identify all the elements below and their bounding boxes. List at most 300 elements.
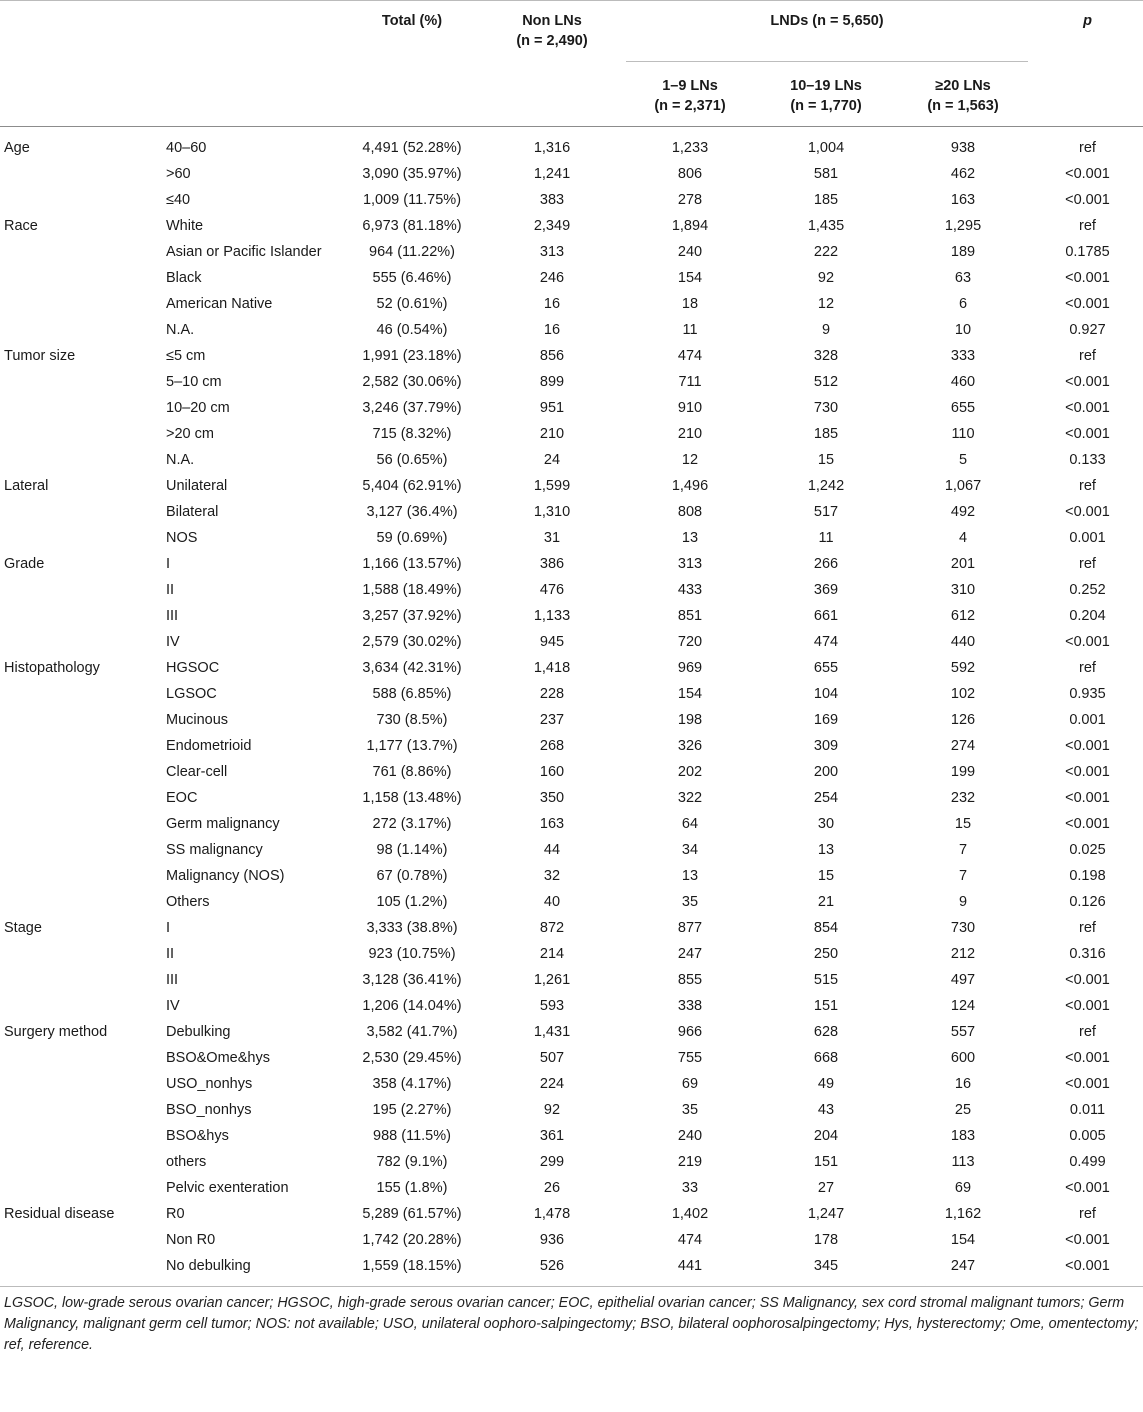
cell-variable xyxy=(0,967,162,993)
cell-lns-1-9: 1,402 xyxy=(671,1206,709,1222)
header-lns-10-19-label: 10–19 LNs xyxy=(790,78,862,94)
cell-lns-1-9: 1,233 xyxy=(671,140,709,156)
cell-non-lns: 44 xyxy=(543,842,561,858)
cell-category: I xyxy=(166,920,171,936)
cell-total: 195 (2.27%) xyxy=(372,1102,452,1118)
cell-category: 5–10 cm xyxy=(166,374,222,390)
cell-total: 761 (8.86%) xyxy=(372,764,452,780)
cell-total: 52 (0.61%) xyxy=(376,296,448,312)
cell-lns-1-9: 877 xyxy=(677,920,703,936)
cell-total: 2,530 (29.45%) xyxy=(362,1050,462,1066)
cell-p: 0.198 xyxy=(1069,868,1106,884)
cell-lns-20-plus: 4 xyxy=(958,530,968,546)
cell-p: <0.001 xyxy=(1065,296,1110,312)
cell-category: R0 xyxy=(166,1206,185,1222)
cell-total: 46 (0.54%) xyxy=(376,322,448,338)
table-row xyxy=(0,577,1143,603)
cell-non-lns: 40 xyxy=(543,894,561,910)
cell-lns-1-9: 33 xyxy=(681,1180,699,1196)
cell-non-lns: 361 xyxy=(539,1128,565,1144)
table-row xyxy=(0,681,1143,707)
cell-category: ≤5 cm xyxy=(166,348,206,364)
cell-lns-10-19: 151 xyxy=(813,1154,839,1170)
cell-lns-20-plus: 126 xyxy=(950,712,976,728)
cell-non-lns: 476 xyxy=(539,582,565,598)
cell-variable xyxy=(0,525,162,551)
cell-variable xyxy=(0,889,162,915)
cell-lns-10-19: 49 xyxy=(817,1076,835,1092)
cell-variable xyxy=(0,993,162,1019)
cell-category: LGSOC xyxy=(166,686,217,702)
cell-p: <0.001 xyxy=(1065,1076,1110,1092)
cell-total: 2,579 (30.02%) xyxy=(362,634,462,650)
header-non-lns-n: (n = 2,490) xyxy=(516,33,588,49)
cell-p: <0.001 xyxy=(1065,374,1110,390)
header-total: Total (%) xyxy=(381,13,443,29)
cell-total: 5,289 (61.57%) xyxy=(362,1206,462,1222)
cell-lns-10-19: 266 xyxy=(813,556,839,572)
cell-lns-10-19: 21 xyxy=(817,894,835,910)
cell-category: Unilateral xyxy=(166,478,228,494)
cell-non-lns: 1,418 xyxy=(533,660,571,676)
cell-category: Asian or Pacific Islander xyxy=(166,244,322,260)
cell-lns-20-plus: 612 xyxy=(950,608,976,624)
cell-lns-10-19: 1,247 xyxy=(807,1206,845,1222)
cell-lns-20-plus: 1,295 xyxy=(944,218,982,234)
cell-lns-20-plus: 5 xyxy=(958,452,968,468)
cell-lns-1-9: 851 xyxy=(677,608,703,624)
cell-lns-1-9: 433 xyxy=(677,582,703,598)
cell-non-lns: 507 xyxy=(539,1050,565,1066)
cell-lns-1-9: 720 xyxy=(677,634,703,650)
cell-variable xyxy=(0,1253,162,1287)
cell-p: <0.001 xyxy=(1065,816,1110,832)
cell-category: No debulking xyxy=(162,1253,342,1287)
table-row xyxy=(0,1045,1143,1071)
cell-p: 0.927 xyxy=(1069,322,1106,338)
cell-non-lns: 383 xyxy=(539,192,565,208)
cell-variable xyxy=(0,1097,162,1123)
cell-total: 715 (8.32%) xyxy=(372,426,452,442)
cell-category: SS malignancy xyxy=(166,842,263,858)
cell-non-lns: 246 xyxy=(539,270,565,286)
cell-non-lns: 899 xyxy=(539,374,565,390)
cell-non-lns: 237 xyxy=(539,712,565,728)
table-row xyxy=(0,1097,1143,1123)
header-lns-20-plus-label: ≥20 LNs xyxy=(935,78,991,94)
cell-total: 67 (0.78%) xyxy=(376,868,448,884)
table-row xyxy=(0,499,1143,525)
cell-category: III xyxy=(166,608,179,624)
cell-p: <0.001 xyxy=(1065,998,1110,1014)
cell-variable: Tumor size xyxy=(4,348,76,364)
cell-lns-1-9: 210 xyxy=(677,426,703,442)
cell-lns-1-9: 806 xyxy=(677,166,703,182)
cell-lns-10-19: 515 xyxy=(813,972,839,988)
cell-variable xyxy=(0,1123,162,1149)
cell-p: <0.001 xyxy=(1065,426,1110,442)
cell-total: 1,991 (23.18%) xyxy=(362,348,462,364)
cell-p: 0.011 xyxy=(1069,1102,1106,1118)
table-row xyxy=(0,187,1143,213)
cell-variable xyxy=(0,941,162,967)
cell-lns-10-19: 30 xyxy=(817,816,835,832)
cell-lns-1-9: 474 xyxy=(677,1232,703,1248)
cell-variable xyxy=(0,317,162,343)
cell-lns-20-plus: 15 xyxy=(954,816,972,832)
cell-category: American Native xyxy=(166,296,273,312)
cell-lns-10-19: 1,242 xyxy=(807,478,845,494)
table-row xyxy=(0,1201,1143,1227)
table-row xyxy=(0,863,1143,889)
cell-p: <0.001 xyxy=(1065,972,1110,988)
cell-lns-1-9: 711 xyxy=(678,374,702,390)
cell-category: BSO&Ome&hys xyxy=(166,1050,270,1066)
cell-lns-10-19: 151 xyxy=(813,998,839,1014)
cell-variable xyxy=(0,1071,162,1097)
cell-category: USO_nonhys xyxy=(166,1076,253,1092)
cell-category: ≤40 xyxy=(166,192,191,208)
table-row xyxy=(0,1123,1143,1149)
cell-variable xyxy=(0,1149,162,1175)
cell-p: <0.001 xyxy=(1065,738,1110,754)
cell-p: ref xyxy=(1079,660,1096,676)
cell-lns-10-19: 27 xyxy=(817,1180,835,1196)
cell-total: 1,559 (18.15%) xyxy=(342,1253,482,1287)
cell-non-lns: 160 xyxy=(539,764,565,780)
cell-p: ref xyxy=(1079,1024,1096,1040)
cell-non-lns: 16 xyxy=(543,296,561,312)
cell-p: 0.126 xyxy=(1069,894,1106,910)
cell-lns-20-plus: 183 xyxy=(950,1128,976,1144)
cell-total: 555 (6.46%) xyxy=(372,270,452,286)
cell-total: 1,742 (20.28%) xyxy=(362,1232,462,1248)
table-body xyxy=(0,127,1143,1287)
cell-total: 782 (9.1%) xyxy=(376,1154,448,1170)
cell-variable xyxy=(0,395,162,421)
cell-lns-10-19: 512 xyxy=(813,374,839,390)
table-row xyxy=(0,655,1143,681)
cell-non-lns: 210 xyxy=(539,426,565,442)
cell-category: Germ malignancy xyxy=(166,816,280,832)
cell-variable xyxy=(0,499,162,525)
cell-lns-10-19: 11 xyxy=(818,530,834,546)
cell-p: ref xyxy=(1079,478,1096,494)
cell-lns-1-9: 755 xyxy=(677,1050,703,1066)
table-row xyxy=(0,707,1143,733)
cell-p: <0.001 xyxy=(1065,192,1110,208)
cell-variable xyxy=(0,759,162,785)
header-lns-1-9-n: (n = 2,371) xyxy=(654,98,726,114)
cell-category: >20 cm xyxy=(166,426,214,442)
table-row xyxy=(0,837,1143,863)
cell-variable xyxy=(0,811,162,837)
cell-non-lns: 593 xyxy=(539,998,565,1014)
cell-non-lns: 313 xyxy=(539,244,565,260)
cell-lns-10-19: 1,435 xyxy=(807,218,845,234)
cell-p: 0.316 xyxy=(1069,946,1106,962)
cell-lns-20-plus: 497 xyxy=(950,972,976,988)
header-blank-cat xyxy=(162,1,342,67)
table-row xyxy=(0,889,1143,915)
cell-lns-10-19: 15 xyxy=(817,868,835,884)
cell-total: 923 (10.75%) xyxy=(368,946,456,962)
cell-lns-1-9: 69 xyxy=(681,1076,699,1092)
cell-p: <0.001 xyxy=(1065,1232,1110,1248)
cell-lns-10-19: 185 xyxy=(813,192,839,208)
table-row xyxy=(0,127,1143,162)
table-footnote: LGSOC, low-grade serous ovarian cancer; HGSOC, high-grade serous ovarian cancer; EOC, epithelial ovarian cancer; SS Malignancy, sex cord stromal malignant tumors; Germ Malignancy, malignant germ cell tumor; NOS: not available; USO, unilateral oophoro-salpingectomy; BSO, bilateral oophorosalpingectomy; Hys, hysterectomy; Ome, omentectomy; ref, reference. xyxy=(4,1295,1139,1353)
cell-category: 10–20 cm xyxy=(166,400,230,416)
cell-lns-1-9: 966 xyxy=(677,1024,703,1040)
cell-lns-20-plus: 113 xyxy=(951,1154,975,1170)
cell-lns-1-9: 247 xyxy=(677,946,703,962)
cell-lns-20-plus: 1,162 xyxy=(944,1206,982,1222)
cell-lns-1-9: 910 xyxy=(677,400,703,416)
cell-category: Mucinous xyxy=(166,712,229,728)
cell-lns-10-19: 13 xyxy=(817,842,835,858)
cell-lns-20-plus: 6 xyxy=(958,296,968,312)
cell-category: Clear-cell xyxy=(166,764,228,780)
cell-lns-1-9: 34 xyxy=(681,842,699,858)
table-row xyxy=(0,161,1143,187)
cell-lns-10-19: 581 xyxy=(813,166,839,182)
table-row xyxy=(0,525,1143,551)
cell-category: BSO&hys xyxy=(166,1128,229,1144)
cell-lns-10-19: 12 xyxy=(817,296,835,312)
cell-total: 6,973 (81.18%) xyxy=(362,218,462,234)
cell-lns-1-9: 154 xyxy=(677,686,703,702)
cell-variable: Stage xyxy=(4,920,42,936)
cell-p: <0.001 xyxy=(1065,790,1110,806)
cell-lns-1-9: 322 xyxy=(677,790,703,806)
cell-lns-20-plus: 440 xyxy=(950,634,976,650)
cell-non-lns: 24 xyxy=(543,452,561,468)
cell-variable xyxy=(0,369,162,395)
cell-category: Endometrioid xyxy=(166,738,252,754)
cell-category: Non R0 xyxy=(166,1232,216,1248)
cell-total: 1,166 (13.57%) xyxy=(362,556,462,572)
cell-category: II xyxy=(166,582,175,598)
cell-variable xyxy=(0,863,162,889)
table-header xyxy=(0,1,1143,127)
cell-variable: Age xyxy=(4,140,30,156)
cell-lns-20-plus: 600 xyxy=(950,1050,976,1066)
cell-variable xyxy=(0,1227,162,1253)
cell-total: 98 (1.14%) xyxy=(376,842,448,858)
cell-variable: Grade xyxy=(4,556,45,572)
header-row-2 xyxy=(0,66,1143,127)
table-row xyxy=(0,551,1143,577)
table-row xyxy=(0,785,1143,811)
table-row xyxy=(0,603,1143,629)
cell-lns-20-plus: 938 xyxy=(950,140,976,156)
cell-total: 5,404 (62.91%) xyxy=(362,478,462,494)
cell-variable xyxy=(0,629,162,655)
cell-non-lns: 16 xyxy=(543,322,561,338)
cell-non-lns: 268 xyxy=(539,738,565,754)
cell-lns-1-9: 808 xyxy=(677,504,703,520)
cell-lns-20-plus: 10 xyxy=(954,322,972,338)
cell-category: Malignancy (NOS) xyxy=(166,868,285,884)
cell-variable xyxy=(0,1045,162,1071)
cell-total: 988 (11.5%) xyxy=(373,1128,451,1144)
cell-lns-20-plus: 232 xyxy=(950,790,976,806)
cell-lns-10-19: 328 xyxy=(813,348,839,364)
cell-total: 4,491 (52.28%) xyxy=(362,140,462,156)
table-row xyxy=(0,629,1143,655)
cell-lns-20-plus: 655 xyxy=(950,400,976,416)
cell-total: 56 (0.65%) xyxy=(376,452,448,468)
cell-non-lns: 526 xyxy=(482,1253,622,1287)
cell-p: 0.001 xyxy=(1069,530,1106,546)
cell-lns-1-9: 855 xyxy=(677,972,703,988)
cell-lns-10-19: 254 xyxy=(813,790,839,806)
cell-category: IV xyxy=(166,634,180,650)
table-row xyxy=(0,1019,1143,1045)
cell-category: Pelvic exenteration xyxy=(166,1180,289,1196)
cell-lns-1-9: 326 xyxy=(677,738,703,754)
cell-p: <0.001 xyxy=(1065,504,1110,520)
cell-total: 2,582 (30.06%) xyxy=(362,374,462,390)
cell-p: <0.001 xyxy=(1065,1180,1110,1196)
cell-variable xyxy=(0,733,162,759)
cell-lns-10-19: 204 xyxy=(813,1128,839,1144)
cell-total: 3,246 (37.79%) xyxy=(362,400,462,416)
cell-lns-1-9: 64 xyxy=(681,816,699,832)
cell-lns-1-9: 278 xyxy=(677,192,703,208)
cell-category: II xyxy=(166,946,175,962)
cell-category: Bilateral xyxy=(166,504,219,520)
cell-p: 0.204 xyxy=(1069,608,1106,624)
cell-lns-1-9: 198 xyxy=(677,712,703,728)
table-row xyxy=(0,291,1143,317)
cell-variable xyxy=(0,1175,162,1201)
cell-variable xyxy=(0,681,162,707)
cell-lns-20-plus: 7 xyxy=(958,868,968,884)
cell-category: NOS xyxy=(166,530,198,546)
cell-lns-20-plus: 7 xyxy=(958,842,968,858)
cell-lns-10-19: 517 xyxy=(813,504,839,520)
cell-total: 730 (8.5%) xyxy=(376,712,448,728)
cell-category: >60 xyxy=(166,166,191,182)
cell-p: <0.001 xyxy=(1065,1050,1110,1066)
header-lnds-label: LNDs (n = 5,650) xyxy=(626,11,1028,62)
cell-non-lns: 26 xyxy=(543,1180,561,1196)
cell-p: 0.133 xyxy=(1069,452,1106,468)
cell-lns-1-9: 11 xyxy=(682,322,698,338)
cell-total: 964 (11.22%) xyxy=(369,244,455,260)
cell-p: ref xyxy=(1079,920,1096,936)
cell-lns-1-9: 13 xyxy=(681,530,699,546)
cell-lns-20-plus: 730 xyxy=(950,920,976,936)
cell-non-lns: 163 xyxy=(539,816,565,832)
cell-lns-1-9: 35 xyxy=(681,1102,699,1118)
cell-non-lns: 386 xyxy=(539,556,565,572)
cell-p: <0.001 xyxy=(1065,634,1110,650)
cell-variable: Lateral xyxy=(4,478,49,494)
cell-lns-20-plus: 154 xyxy=(950,1232,976,1248)
table-row xyxy=(0,1175,1143,1201)
cell-non-lns: 1,261 xyxy=(533,972,571,988)
cell-p: ref xyxy=(1079,218,1096,234)
table-row xyxy=(0,447,1143,473)
cell-lns-10-19: 668 xyxy=(813,1050,839,1066)
cell-total: 3,090 (35.97%) xyxy=(362,166,462,182)
table-row xyxy=(0,421,1143,447)
cell-lns-1-9: 35 xyxy=(681,894,699,910)
cell-p: ref xyxy=(1079,140,1096,156)
cell-non-lns: 299 xyxy=(539,1154,565,1170)
cell-p: ref xyxy=(1079,556,1096,572)
cell-non-lns: 945 xyxy=(539,634,565,650)
cell-lns-20-plus: 189 xyxy=(950,244,976,260)
header-non-lns-label: Non LNs xyxy=(522,13,582,29)
cell-lns-10-19: 661 xyxy=(813,608,839,624)
cell-total: 588 (6.85%) xyxy=(372,686,452,702)
table-row xyxy=(0,473,1143,499)
cell-non-lns: 2,349 xyxy=(533,218,571,234)
header-lns-1-9-label: 1–9 LNs xyxy=(662,78,718,94)
cell-lns-1-9: 202 xyxy=(677,764,703,780)
cell-category: N.A. xyxy=(166,322,195,338)
cell-lns-10-19: 1,004 xyxy=(807,140,845,156)
table-row xyxy=(0,915,1143,941)
table-row xyxy=(0,369,1143,395)
cell-lns-20-plus: 9 xyxy=(958,894,968,910)
cell-category: III xyxy=(166,972,179,988)
cell-lns-10-19: 655 xyxy=(813,660,839,676)
cell-lns-20-plus: 274 xyxy=(950,738,976,754)
cell-lns-10-19: 200 xyxy=(813,764,839,780)
cell-non-lns: 1,310 xyxy=(533,504,571,520)
cell-lns-1-9: 338 xyxy=(677,998,703,1014)
cell-total: 59 (0.69%) xyxy=(376,530,448,546)
cell-lns-20-plus: 163 xyxy=(950,192,976,208)
table-row xyxy=(0,1227,1143,1253)
cell-total: 105 (1.2%) xyxy=(376,894,448,910)
cell-lns-20-plus: 63 xyxy=(954,270,972,286)
header-p: p xyxy=(1083,13,1092,29)
cell-lns-1-9: 441 xyxy=(622,1253,758,1287)
cell-non-lns: 92 xyxy=(543,1102,561,1118)
cell-non-lns: 936 xyxy=(539,1232,565,1248)
cell-non-lns: 31 xyxy=(543,530,561,546)
cell-variable xyxy=(0,161,162,187)
cell-category: Others xyxy=(166,894,210,910)
cell-total: 3,127 (36.4%) xyxy=(366,504,458,520)
cell-non-lns: 1,316 xyxy=(533,140,571,156)
cell-variable xyxy=(0,577,162,603)
header-non-lns xyxy=(482,1,622,67)
cell-non-lns: 228 xyxy=(539,686,565,702)
header-row-1 xyxy=(0,1,1143,67)
cell-p: <0.001 xyxy=(1065,166,1110,182)
header-lns-20-plus-n: (n = 1,563) xyxy=(927,98,999,114)
cell-variable: Race xyxy=(4,218,38,234)
cell-p: ref xyxy=(1079,1206,1096,1222)
cell-variable xyxy=(0,837,162,863)
header-lns-10-19 xyxy=(758,66,894,127)
cell-category: HGSOC xyxy=(166,660,220,676)
cell-lns-10-19: 474 xyxy=(813,634,839,650)
cell-total: 1,588 (18.49%) xyxy=(362,582,462,598)
cell-non-lns: 1,241 xyxy=(533,166,571,182)
cell-category: N.A. xyxy=(166,452,195,468)
cell-category: Black xyxy=(166,270,202,286)
cell-p: ref xyxy=(1079,348,1096,364)
cell-lns-1-9: 313 xyxy=(677,556,703,572)
